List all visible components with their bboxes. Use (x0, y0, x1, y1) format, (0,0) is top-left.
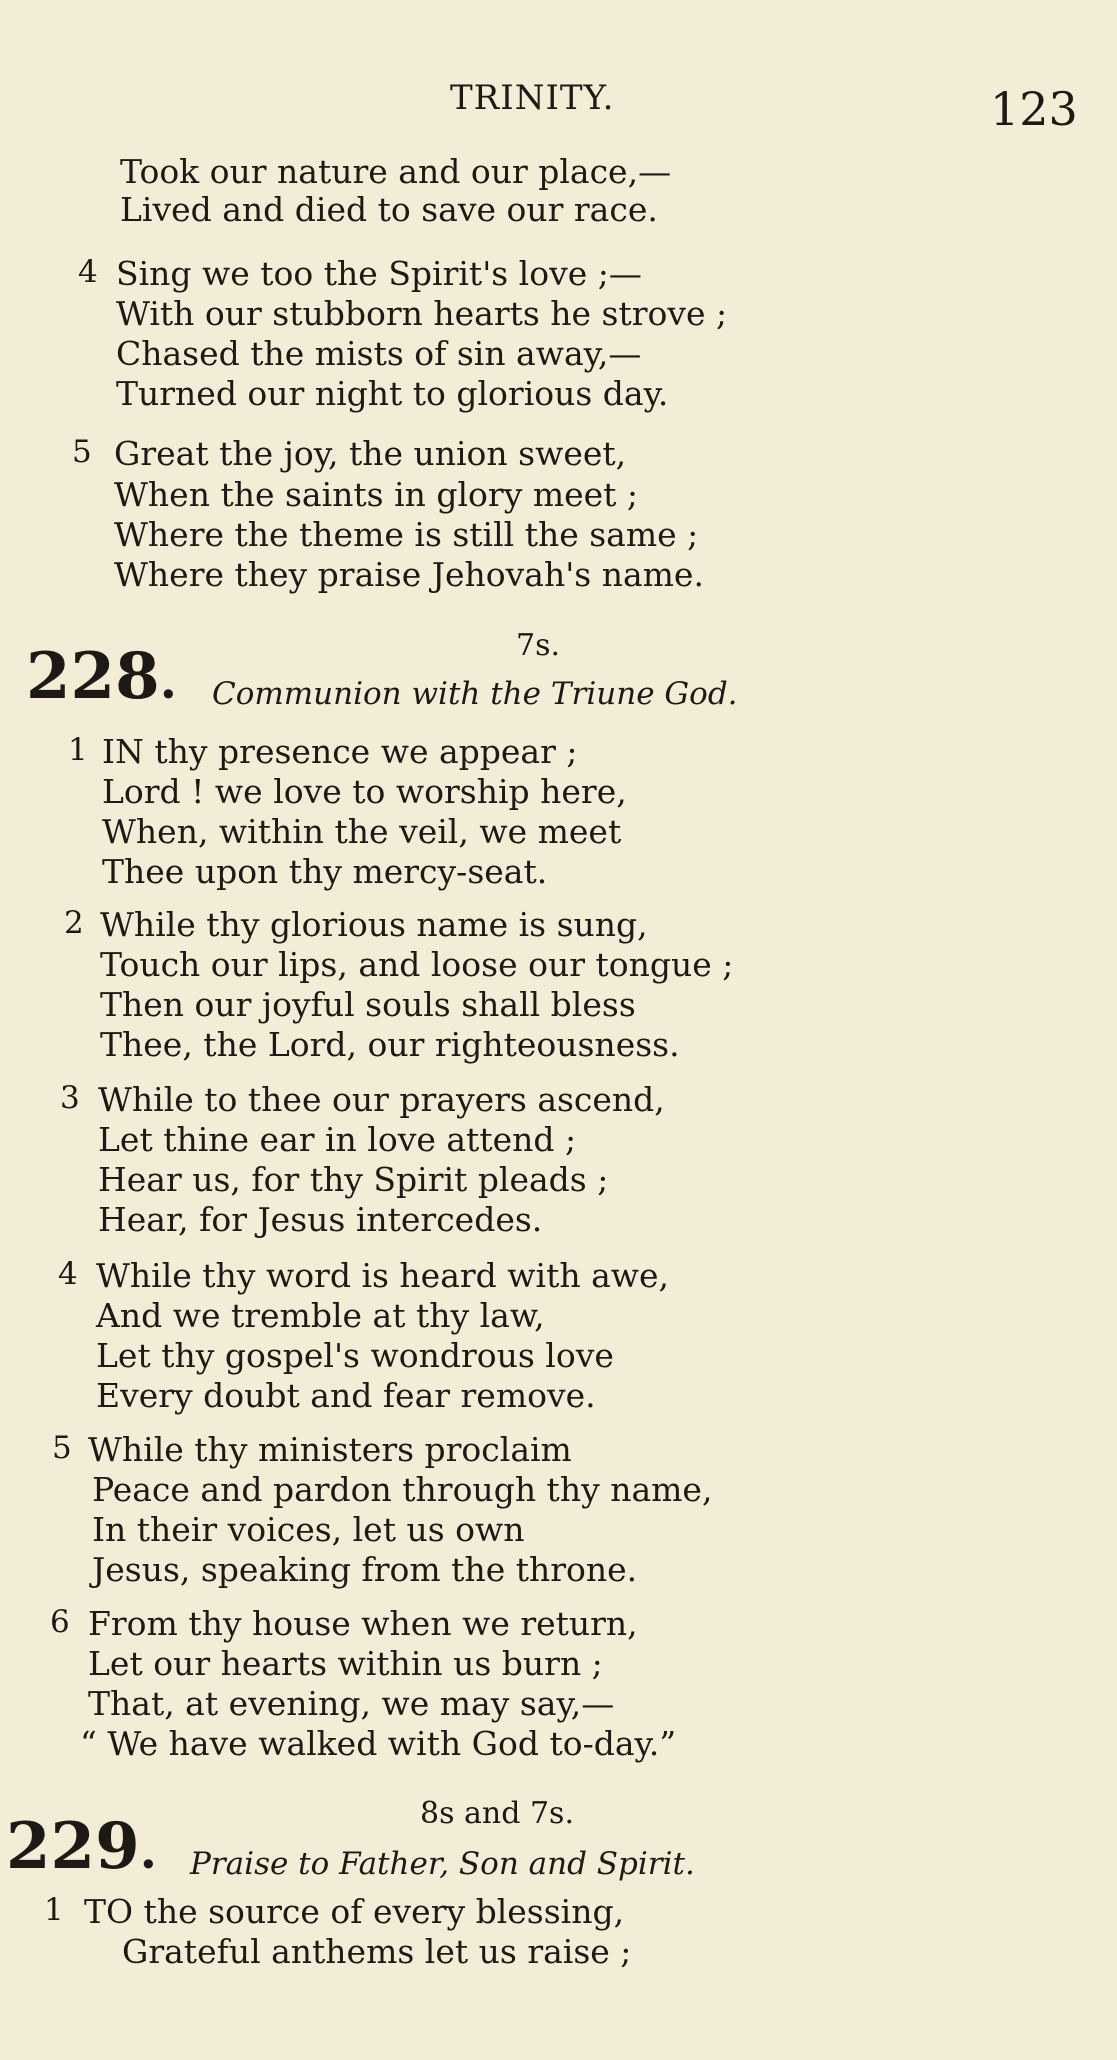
verse-line: Jesus, speaking from the throne. (92, 1550, 638, 1589)
verse-line: That, at evening, we may say,— (88, 1684, 615, 1723)
verse-line: While thy word is heard with awe, (96, 1256, 670, 1295)
verse-number: 5 (52, 1430, 72, 1466)
verse-line: IN thy presence we appear ; (102, 732, 578, 771)
running-title: TRINITY. (450, 78, 615, 118)
hymn-number: 228. (26, 639, 178, 714)
verse-line: From thy house when we return, (88, 1604, 638, 1643)
verse-number: 3 (60, 1080, 80, 1116)
hymn-title: Communion with the Triune God. (212, 676, 738, 712)
verse-line: Then our joyful souls shall bless (100, 985, 636, 1024)
verse-line: Touch our lips, and loose our tongue ; (100, 945, 734, 984)
verse-line: In their voices, let us own (92, 1510, 525, 1549)
hymn-meter: 7s. (516, 628, 561, 663)
verse-line: Sing we too the Spirit's love ;— (116, 254, 642, 293)
verse-line: With our stubborn hearts he strove ; (116, 294, 728, 333)
verse-number: 4 (58, 1256, 78, 1292)
verse-line: Thee, the Lord, our righteousness. (100, 1025, 680, 1064)
verse-number: 4 (78, 254, 98, 290)
verse-line: Hear, for Jesus intercedes. (98, 1200, 543, 1239)
verse-line: While to thee our prayers ascend, (98, 1080, 665, 1119)
hymn-title: Praise to Father, Son and Spirit. (190, 1846, 695, 1882)
hymn-meter: 8s and 7s. (420, 1796, 574, 1831)
verse-line: Let thy gospel's wondrous love (96, 1336, 614, 1375)
verse-line: When the saints in glory meet ; (114, 475, 639, 514)
verse-line: Hear us, for thy Spirit pleads ; (98, 1160, 609, 1199)
verse-number: 2 (64, 905, 84, 941)
verse-line: Let our hearts within us burn ; (88, 1644, 603, 1683)
verse-line: And we tremble at thy law, (96, 1296, 545, 1335)
verse-number: 1 (44, 1892, 64, 1928)
verse-number: 1 (68, 732, 88, 768)
verse-line: Great the joy, the union sweet, (114, 434, 627, 473)
verse-line: Where they praise Jehovah's name. (114, 555, 704, 594)
verse-line: When, within the veil, we meet (102, 812, 622, 851)
verse-line: Peace and pardon through thy name, (92, 1470, 713, 1509)
verse-line: Let thine ear in love attend ; (98, 1120, 577, 1159)
verse-line: Chased the mists of sin away,— (116, 334, 642, 373)
verse-line: “ We have walked with God to-day.” (80, 1724, 677, 1763)
hymn-number: 229. (6, 1809, 158, 1884)
page-number: 123 (990, 82, 1078, 136)
running-head (0, 78, 1117, 136)
verse-line: While thy glorious name is sung, (100, 905, 648, 944)
verse-line: While thy ministers proclaim (88, 1430, 572, 1469)
verse-line: TO the source of every blessing, (84, 1892, 625, 1931)
verse-number: 5 (72, 434, 92, 470)
verse-line: Lord ! we love to worship here, (102, 772, 627, 811)
verse-line: Every doubt and fear remove. (96, 1376, 596, 1415)
verse-line: Thee upon thy mercy-seat. (102, 852, 548, 891)
verse-line: Lived and died to save our race. (120, 190, 658, 229)
verse-line: Grateful anthems let us raise ; (122, 1932, 632, 1971)
verse-line: Turned our night to glorious day. (116, 374, 669, 413)
verse-number: 6 (50, 1604, 70, 1640)
verse-line: Where the theme is still the same ; (114, 515, 699, 554)
verse-line: Took our nature and our place,— (120, 152, 672, 191)
